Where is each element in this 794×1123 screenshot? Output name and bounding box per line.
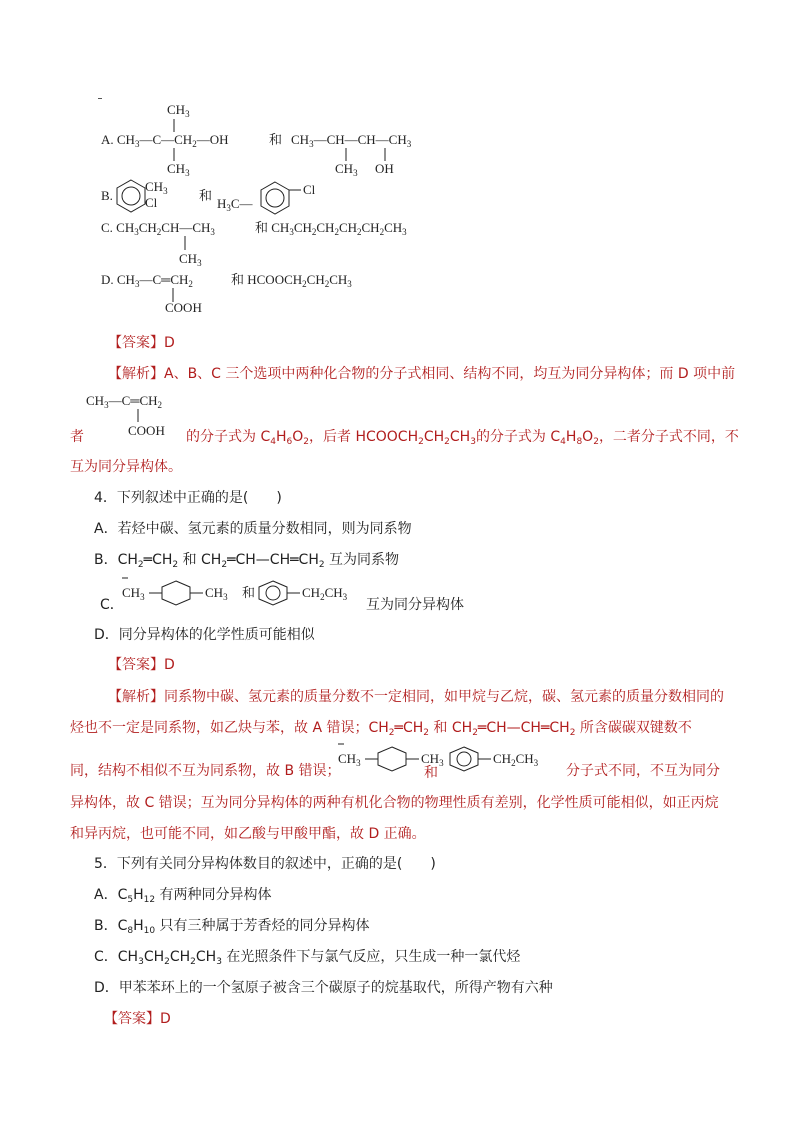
q5-stem: 5．下列有关同分异构体数目的叙述中，正确的是( ) [94, 856, 436, 872]
svg-text:CH3: $CH_3$ [421, 751, 444, 768]
analysis-cooh: COOH [128, 423, 165, 438]
q4-analysis-he: 和 [424, 765, 438, 781]
a-right-chain: $CH_3—CH—CH—CH_3$ [291, 132, 412, 149]
q4-option-d: D．同分异构体的化学性质可能相似 [94, 627, 315, 643]
q5-option-d: D．甲苯苯环上的一个氢原子被含三个碳原子的烷基取代，所得产物有六种 [94, 980, 553, 996]
q4-analysis-line1: 【解析】同系物中碳、氢元素的质量分数不一定相同，如甲烷与乙烷，碳、氢元素的质量分数相同的 [108, 689, 724, 705]
svg-text:CH3: $CH_3$ [338, 751, 361, 768]
d-cooh: COOH [165, 300, 202, 315]
q4-stem: 4．下列叙述中正确的是( ) [94, 490, 282, 506]
a-ch3-top: $CH_3$ [167, 102, 190, 119]
q4-answer: 【答案】D [108, 657, 175, 673]
q3-analysis-zhe: 者 [70, 429, 84, 445]
q3-analysis-line1: 【解析】A、B、C 三个选项中两种化合物的分子式相同、结构不同，均互为同分异构体；而 D 项中前 [108, 366, 736, 382]
option-b-structures [95, 176, 335, 216]
q5-option-a: A．$C_5H_{12}$ 有两种同分异构体 [94, 887, 272, 905]
analysis-structure-d [84, 388, 194, 440]
c-ch3: $CH_3$ [179, 251, 202, 268]
q4-analysis-line3a: 同，结构不相似不互为同系物，故 B 错误； [70, 763, 341, 779]
a-label: A. $CH_3—C—CH_2—OH$ [101, 132, 229, 149]
c-label: C. $CH_3CH_2CH—CH_3$ [101, 220, 215, 237]
q3-answer: 【答案】D [108, 335, 175, 351]
b-cl: Cl [145, 195, 158, 210]
benzene-ring-icon-2 [261, 182, 289, 214]
q4-analysis-line3c: 分子式不同，不互为同分 [566, 763, 720, 779]
cyclohexane-icon-2 [378, 747, 406, 771]
q5-option-b: B．$C_8H_{10}$ 只有三种属于芳香烃的同分异构体 [94, 918, 370, 936]
q4-analysis-line2: 烃也不一定是同系物，如乙炔与苯，故 A 错误；$CH_2═CH_2$ 和 $CH_2═CH—CH═CH_2$ 所含碳碳双键数不 [70, 720, 692, 738]
q4-option-c-structures [118, 576, 368, 610]
q3-analysis-line2: 的分子式为 $C_4H_6O_2$，后者 $HCOOCH_2CH_2CH_3$的分子式为 $C_4H_8O_2$，二者分子式不同，不 [186, 429, 739, 447]
benzene-ring-icon [117, 180, 145, 212]
q5-answer: 【答案】D [104, 1011, 171, 1027]
q4-analysis-line5: 和异丙烷，也可能不同，如乙酸与甲酸甲酯，故 D 正确。 [70, 826, 426, 842]
svg-text:CH2CH3: $CH_2CH_3$ [493, 751, 539, 768]
option-c-structures [95, 214, 455, 270]
benzene-icon-2 [450, 747, 478, 771]
d-he: 和 $HCOOCH_2CH_2CH_3$ [231, 272, 352, 289]
svg-text:CH3: $CH_3$ [205, 585, 228, 602]
q4-option-a: A．若烃中碳、氢元素的质量分数相同，则为同系物 [94, 521, 412, 537]
a-ch3-bottom: $CH_3$ [167, 161, 190, 178]
q4-option-b: B．$CH_2═CH_2$ 和 $CH_2═CH—CH═CH_2$ 互为同系物 [94, 552, 400, 570]
d-label: D. $CH_3—C═CH_2$ [101, 272, 193, 289]
q4-option-c-post: 互为同分异构体 [366, 597, 464, 613]
option-d-structures [95, 264, 415, 320]
svg-text:CH2CH3: $CH_2CH_3$ [302, 585, 348, 602]
b-ch3: $CH_3$ [145, 179, 168, 196]
a-right-ch3: $CH_3$ [335, 161, 358, 178]
q5-option-c: C．$CH_3CH_2CH_2CH_3$ 在光照条件下与氯气反应，只生成一种一氯代烃 [94, 949, 521, 967]
cyclohexane-icon [162, 581, 190, 605]
b-he: 和 [199, 189, 213, 204]
q4-option-c-label: C． [100, 597, 124, 613]
b-cl2: Cl [303, 182, 316, 197]
q4-analysis-structures [334, 742, 574, 776]
b-h3c: $H_3C—$ [217, 196, 253, 213]
svg-text:CH3: $CH_3$ [122, 585, 145, 602]
b-label: B. [101, 188, 113, 203]
q4-analysis-line4: 异构体，故 C 错误；互为同分异构体的两种有机化合物的物理性质有差别，化学性质可能相似，如正丙烷 [70, 795, 719, 811]
c-he: 和 $CH_3CH_2CH_2CH_2CH_2CH_3$ [255, 220, 407, 237]
q3-analysis-line3: 互为同分异构体。 [70, 459, 182, 475]
a-he: 和 [269, 133, 283, 148]
option-a-structures [95, 96, 455, 182]
q4-c-he: 和 [242, 586, 256, 601]
svg-text:CH3—C═CH2: $CH_3—C═CH_2$ [86, 393, 163, 410]
benzene-icon [259, 581, 287, 605]
a-right-oh: OH [375, 161, 394, 176]
